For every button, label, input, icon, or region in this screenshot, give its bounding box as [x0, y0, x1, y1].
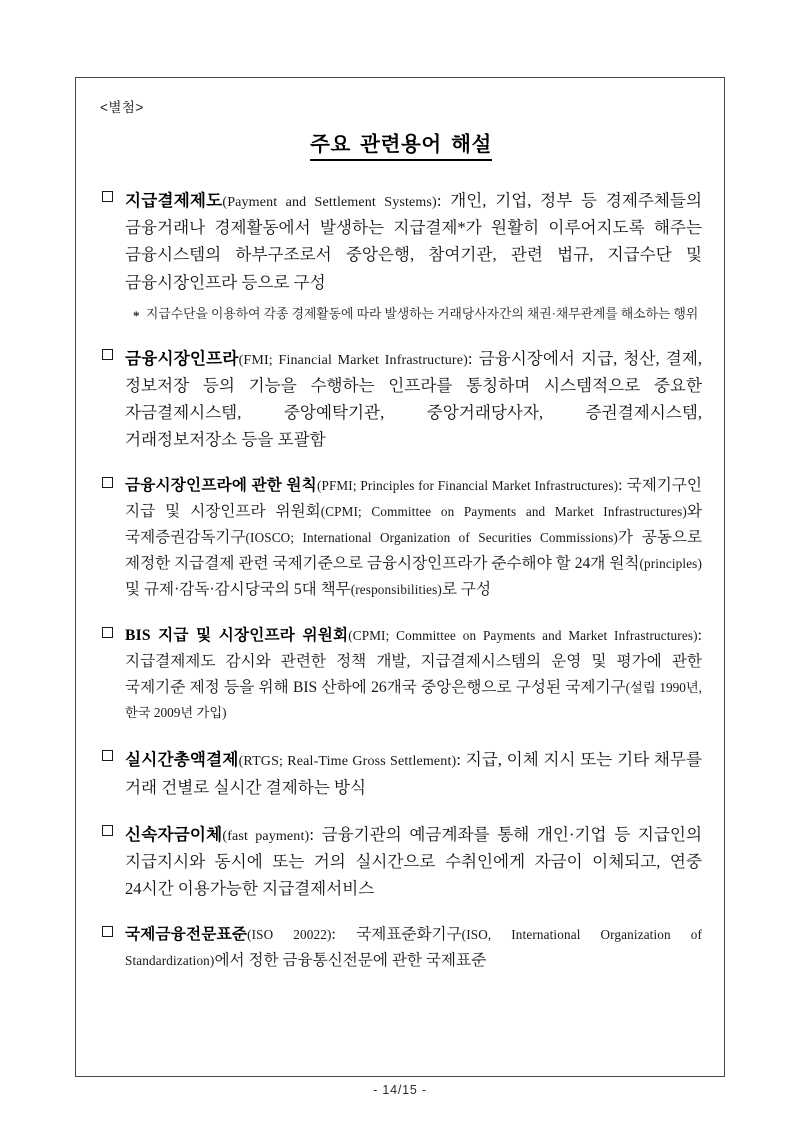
glossary-entry-body [125, 746, 702, 800]
glossary-term-gloss: (fast payment) [222, 828, 310, 844]
glossary-entry-body [125, 473, 702, 602]
glossary-description-part: (responsibilities) [350, 581, 442, 597]
glossary-entry [102, 473, 702, 602]
glossary-footnote [133, 305, 702, 325]
footnote-text: 지급수단을 이용하여 각종 경제활동에 따라 발생하는 거래당사자간의 채권·채무관계를 해소하는 행위 [146, 306, 699, 321]
glossary-term: 금융시장인프라 [125, 348, 239, 368]
glossary-entry [102, 345, 702, 454]
glossary-description-part: 와 국제증권감독기구 [125, 503, 702, 547]
glossary-description-part: 지급결제제도 감시와 관련한 정책 개발, 지급결제시스템의 운영 및 평가에 관한 국제기준 제정 등을 위해 BIS 산하에 26개국 중앙은행으로 구성된 국제기구 [125, 652, 702, 696]
glossary-separator: : [697, 626, 702, 644]
glossary-term-gloss: (ISO 20022) [247, 927, 332, 943]
glossary-separator: : [331, 926, 336, 944]
glossary-description-part: 국제표준화기구 [335, 926, 462, 944]
glossary-description-part: (IOSCO; International Organization of Securities Commissions) [245, 530, 618, 546]
glossary-description-part: (principles) [639, 556, 702, 572]
page-frame-border [75, 77, 725, 1077]
glossary-separator: : [467, 348, 473, 368]
glossary-term-gloss: (FMI; Financial Market Infrastructure) [238, 352, 468, 368]
page-number: - 14/15 - [373, 1083, 427, 1097]
glossary-description: 지급, 이체 지시 또는 기타 채무를 거래 건별로 실시간 결제하는 방식 [125, 750, 702, 797]
glossary-entry-body [125, 922, 702, 974]
glossary-term-gloss: (PFMI; Principles for Financial Market Infrastructures) [316, 478, 619, 494]
glossary-separator: : [309, 824, 314, 844]
glossary-description: 금융기관의 예금계좌를 통해 개인·기업 등 지급인의 지급지시와 동시에 또는 거의 실시간으로 수취인에게 자금이 이체되고, 연중 24시간 이용가능한 지급결제서비스 [125, 824, 702, 899]
glossary-list [94, 187, 708, 974]
checkbox-square-icon [102, 349, 113, 360]
glossary-entry [102, 746, 702, 800]
glossary-term-gloss: (Payment and Settlement Systems) [222, 195, 437, 210]
checkbox-square-icon [102, 191, 113, 202]
glossary-entry [102, 623, 702, 727]
glossary-entry-body [125, 345, 702, 454]
glossary-entry [102, 922, 702, 974]
glossary-description-part: (ISO, International Organization of Standardization) [125, 927, 702, 969]
checkbox-square-icon [102, 750, 113, 761]
glossary-description-part: 에서 정한 금융통신전문에 관한 국제표준 [214, 952, 487, 970]
glossary-entry [102, 821, 702, 903]
glossary-term: BIS 지급 및 시장인프라 위원회 [125, 626, 349, 644]
page-title-wrapper [94, 127, 708, 161]
glossary-entry-body [125, 623, 702, 727]
glossary-term-gloss: (RTGS; Real-Time Gross Settlement) [238, 754, 457, 770]
glossary-entry-body [125, 187, 702, 296]
page-content-area [94, 88, 708, 1066]
attachment-tag: <별첨> [100, 100, 144, 115]
glossary-description-part: 가 공동으로 제정한 지급결제 관련 국제기준으로 금융시장인프라가 준수해야 할 24개 원칙 [125, 529, 703, 573]
page-title: 주요 관련용어 해설 [310, 127, 492, 161]
checkbox-square-icon [102, 627, 113, 638]
glossary-description-part: 및 규제·감독·감시당국의 5대 책무 [125, 580, 351, 598]
glossary-description: 금융시장에서 지급, 청산, 결제, 정보저장 등의 기능을 수행하는 인프라를 통칭하며 시스템적으로 중요한 자금결제시스템, 중앙예탁기관, 중앙거래당사자, 증권결제시스템, 거래정보저장소 등을 포괄함 [125, 348, 702, 450]
glossary-separator: : [456, 750, 461, 770]
glossary-separator: : [436, 191, 442, 210]
glossary-term-gloss: (CPMI; Committee on Payments and Market Infrastructures) [348, 627, 698, 643]
glossary-term: 국제금융전문표준 [125, 926, 248, 944]
glossary-description: 개인, 기업, 정부 등 경제주체들의 금융거래나 경제활동에서 발생하는 지급결제*가 원활히 이루어지도록 해주는 금융시스템의 하부구조로서 중앙은행, 참여기관, 관련 법규, 지급수단 및 금융시장인프라 등으로 구성 [125, 191, 702, 292]
footnote-asterisk-icon: * [133, 307, 140, 323]
checkbox-square-icon [102, 926, 113, 937]
checkbox-square-icon [102, 477, 113, 488]
glossary-entry-body [125, 821, 702, 903]
glossary-description-part: (CPMI; Committee on Payments and Market Infrastructures) [320, 504, 687, 520]
glossary-separator: : [618, 477, 623, 495]
glossary-term: 지급결제제도 [125, 191, 223, 210]
glossary-description-part: (설립 1990년, 한국 2009년 가입) [125, 679, 702, 721]
glossary-entry [102, 187, 702, 325]
glossary-term: 금융시장인프라에 관한 원칙 [125, 477, 317, 495]
glossary-description-part: 국제기구인 지급 및 시장인프라 위원회 [125, 477, 702, 521]
glossary-term: 실시간총액결제 [125, 750, 239, 770]
glossary-description-part: 로 구성 [441, 580, 492, 598]
checkbox-square-icon [102, 825, 113, 836]
glossary-term: 신속자금이체 [125, 824, 223, 844]
